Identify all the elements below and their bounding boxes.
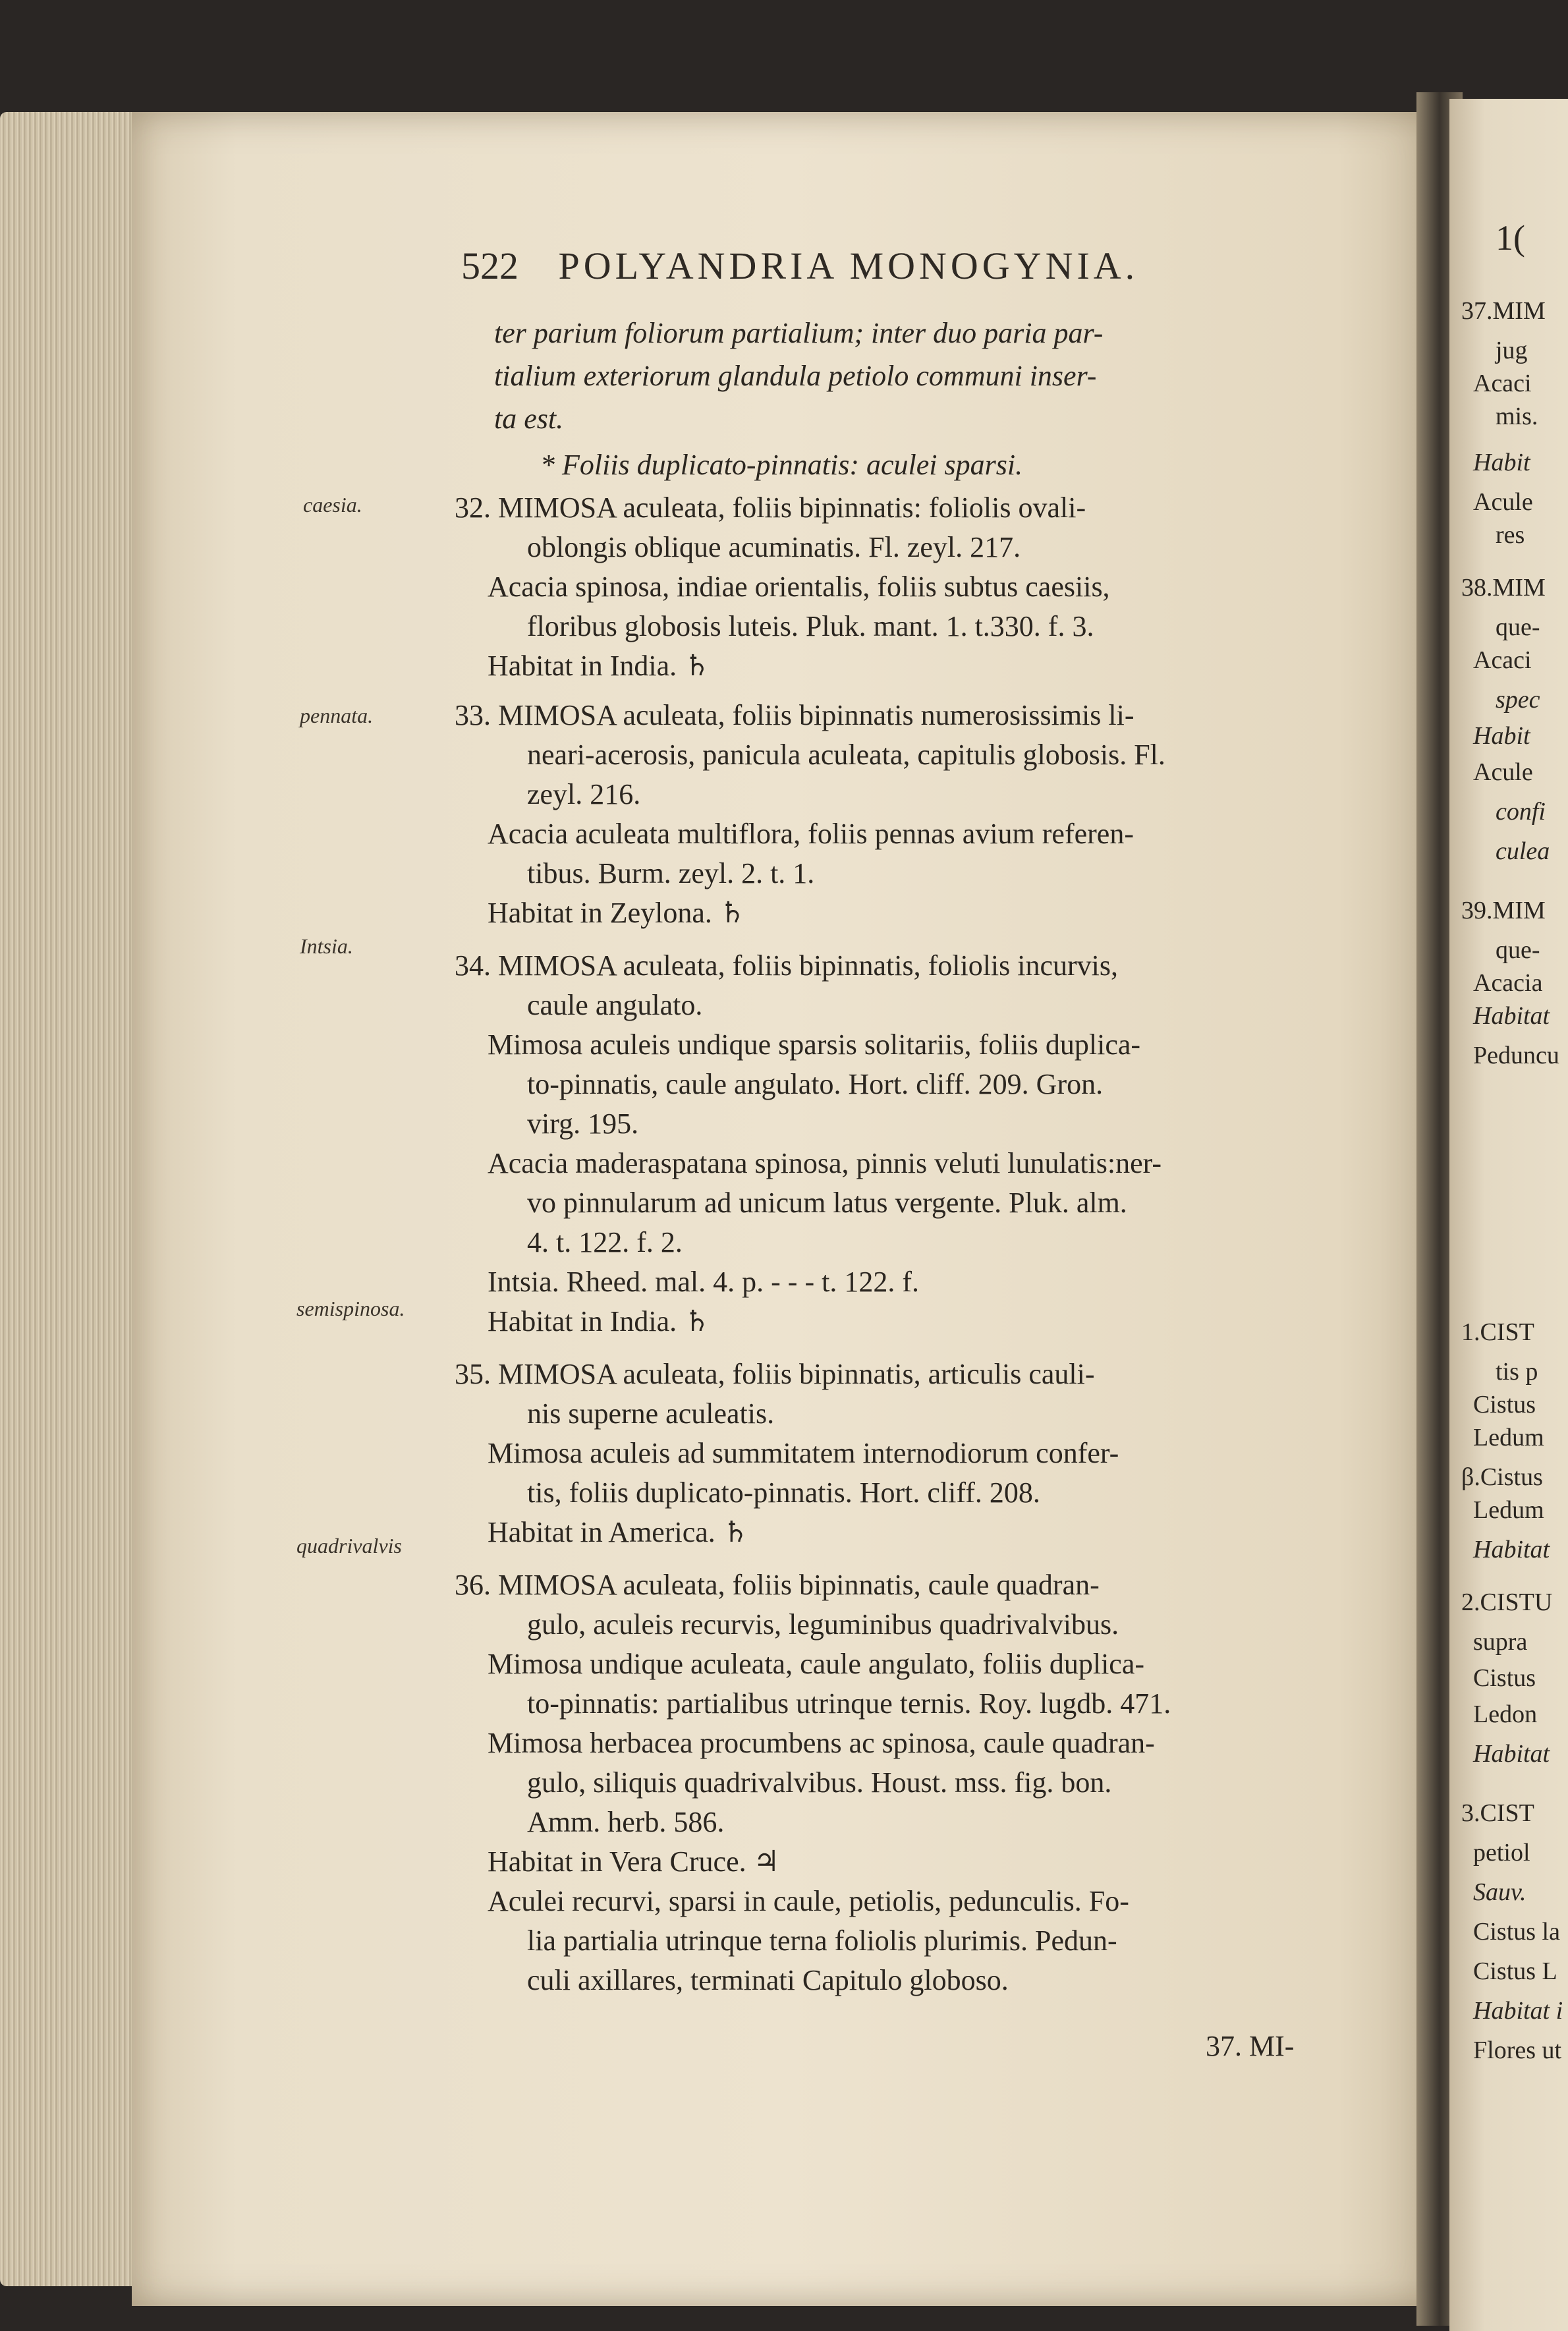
text-line: Habitat in India. ♄: [488, 650, 710, 682]
next-page-line: Habitat: [1473, 1002, 1550, 1030]
next-page-line: Cistus: [1473, 1664, 1536, 1692]
next-page-line: 1(: [1496, 218, 1525, 258]
next-page-line: Habitat: [1473, 1740, 1550, 1768]
text-line: gulo, aculeis recurvis, leguminibus quadrivalvibus.: [527, 1608, 1119, 1641]
next-page-line: 2.CISTU: [1461, 1588, 1553, 1616]
text-line: Mimosa herbacea procumbens ac spinosa, caule quadran-: [488, 1727, 1155, 1759]
text-line: * Foliis duplicato-pinnatis: aculei sparsi.: [540, 449, 1023, 481]
page-number: 522: [461, 244, 518, 287]
text-line: to-pinnatis: partialibus utrinque ternis. Roy. lugdb. 471.: [527, 1687, 1171, 1720]
book-page-edges: [0, 112, 138, 2286]
text-line: Mimosa undique aculeata, caule angulato, foliis duplica-: [488, 1648, 1145, 1680]
next-page-line: β.Cistus: [1461, 1463, 1543, 1491]
text-line: neari-acerosis, panicula aculeata, capitulis globosis. Fl.: [527, 739, 1165, 771]
text-line: Acacia maderaspatana spinosa, pinnis veluti lunulatis:ner-: [488, 1147, 1162, 1179]
text-line: caule angulato.: [527, 989, 703, 1021]
margin-note: caesia.: [303, 493, 362, 517]
next-page-line: Peduncu: [1473, 1042, 1559, 1069]
catchword: 37. MI-: [1206, 2030, 1295, 2062]
text-line: floribus globosis luteis. Pluk. mant. 1. t.330. f. 3.: [527, 610, 1094, 642]
text-line: 36. MIMOSA aculeata, foliis bipinnatis, caule quadran-: [455, 1569, 1100, 1601]
next-page-line: Acaci: [1473, 646, 1532, 674]
next-page-line: Acule: [1473, 758, 1533, 786]
text-line: Mimosa aculeis ad summitatem internodiorum confer-: [488, 1437, 1119, 1469]
next-page-line: Ledon: [1473, 1700, 1538, 1728]
next-page-line: Habitat i: [1473, 1997, 1563, 2025]
margin-note: quadrivalvis: [296, 1534, 402, 1558]
next-page-line: Ledum: [1473, 1496, 1544, 1524]
next-page-line: culea: [1496, 837, 1550, 865]
text-line: tibus. Burm. zeyl. 2. t. 1.: [527, 857, 815, 889]
text-line: to-pinnatis, caule angulato. Hort. cliff. 209. Gron.: [527, 1068, 1104, 1100]
text-line: Habitat in Vera Cruce. ♃: [488, 1845, 780, 1878]
text-line: oblongis oblique acuminatis. Fl. zeyl. 217.: [527, 531, 1021, 563]
text-line: Acacia spinosa, indiae orientalis, foliis subtus caesiis,: [488, 571, 1110, 603]
next-page-line: Cistus: [1473, 1391, 1536, 1418]
margin-note: Intsia.: [300, 934, 353, 958]
next-page-line: Habit: [1473, 449, 1530, 476]
next-page-line: que-: [1496, 936, 1540, 964]
next-page-line: 39.MIM: [1461, 897, 1546, 924]
next-page-line: 38.MIM: [1461, 574, 1546, 602]
text-line: Habitat in India. ♄: [488, 1305, 710, 1337]
next-page-line: 37.MIM: [1461, 297, 1546, 325]
text-line: Mimosa aculeis undique sparsis solitariis, foliis duplica-: [488, 1028, 1141, 1061]
running-header: [461, 244, 1138, 288]
page-title: POLYANDRIA MONOGYNIA.: [558, 244, 1139, 287]
next-page-line: Cistus la: [1473, 1918, 1560, 1946]
text-line: Aculei recurvi, sparsi in caule, petiolis, pedunculis. Fo-: [488, 1885, 1129, 1917]
text-line: tis, foliis duplicato-pinnatis. Hort. cliff. 208.: [527, 1476, 1040, 1509]
next-page-line: Habit: [1473, 722, 1530, 750]
text-line: Acacia aculeata multiflora, foliis pennas avium referen-: [488, 818, 1134, 850]
next-page-line: Acaci: [1473, 370, 1532, 397]
text-line: nis superne aculeatis.: [527, 1397, 775, 1430]
text-line: 33. MIMOSA aculeata, foliis bipinnatis numerosissimis li-: [455, 699, 1134, 731]
text-line: vo pinnularum ad unicum latus vergente. Pluk. alm.: [527, 1187, 1127, 1219]
text-line: 35. MIMOSA aculeata, foliis bipinnatis, articulis cauli-: [455, 1358, 1095, 1390]
text-line: gulo, siliquis quadrivalvibus. Houst. mss. fig. bon.: [527, 1766, 1112, 1799]
next-page-line: res: [1496, 521, 1525, 549]
next-page-line: que-: [1496, 613, 1540, 641]
next-page-line: Habitat: [1473, 1536, 1550, 1563]
text-line: virg. 195.: [527, 1108, 639, 1140]
next-page-line: petiol: [1473, 1839, 1530, 1867]
margin-note: semispinosa.: [296, 1297, 405, 1320]
next-page-line: tis p: [1496, 1358, 1538, 1386]
text-line: Habitat in America. ♄: [488, 1516, 749, 1548]
next-page-line: Cistus L: [1473, 1957, 1557, 1985]
text-line: lia partialia utrinque terna foliolis plurimis. Pedun-: [527, 1924, 1117, 1957]
next-page-line: 3.CIST: [1461, 1799, 1534, 1827]
next-page-line: mis.: [1496, 403, 1538, 430]
margin-note: pennata.: [300, 704, 374, 727]
text-line: Amm. herb. 586.: [527, 1806, 725, 1838]
text-line: 32. MIMOSA aculeata, foliis bipinnatis: foliolis ovali-: [455, 491, 1086, 524]
next-page-line: Flores ut: [1473, 2036, 1562, 2064]
next-page-line: jug: [1496, 337, 1528, 364]
next-page-line: supra: [1473, 1628, 1528, 1656]
next-page-line: confi: [1496, 798, 1546, 826]
text-line: ta est.: [494, 403, 564, 435]
text-line: Habitat in Zeylona. ♄: [488, 897, 746, 929]
next-page-line: Ledum: [1473, 1424, 1544, 1451]
text-line: culi axillares, terminati Capitulo globoso.: [527, 1964, 1009, 1996]
next-page-line: Sauv.: [1473, 1878, 1526, 1906]
text-line: 34. MIMOSA aculeata, foliis bipinnatis, foliolis incurvis,: [455, 949, 1119, 982]
next-page-line: Acacia: [1473, 969, 1543, 997]
next-page-line: Acule: [1473, 488, 1533, 516]
next-page-fragment: [1449, 99, 1568, 2331]
text-line: Intsia. Rheed. mal. 4. p. - - - t. 122. f.: [488, 1266, 919, 1298]
text-line: tialium exteriorum glandula petiolo communi inser-: [494, 360, 1097, 392]
next-page-line: spec: [1496, 686, 1540, 714]
text-line: zeyl. 216.: [527, 778, 641, 810]
text-line: ter parium foliorum partialium; inter duo paria par-: [494, 317, 1104, 349]
next-page-line: 1.CIST: [1461, 1318, 1534, 1346]
text-line: 4. t. 122. f. 2.: [527, 1226, 683, 1258]
